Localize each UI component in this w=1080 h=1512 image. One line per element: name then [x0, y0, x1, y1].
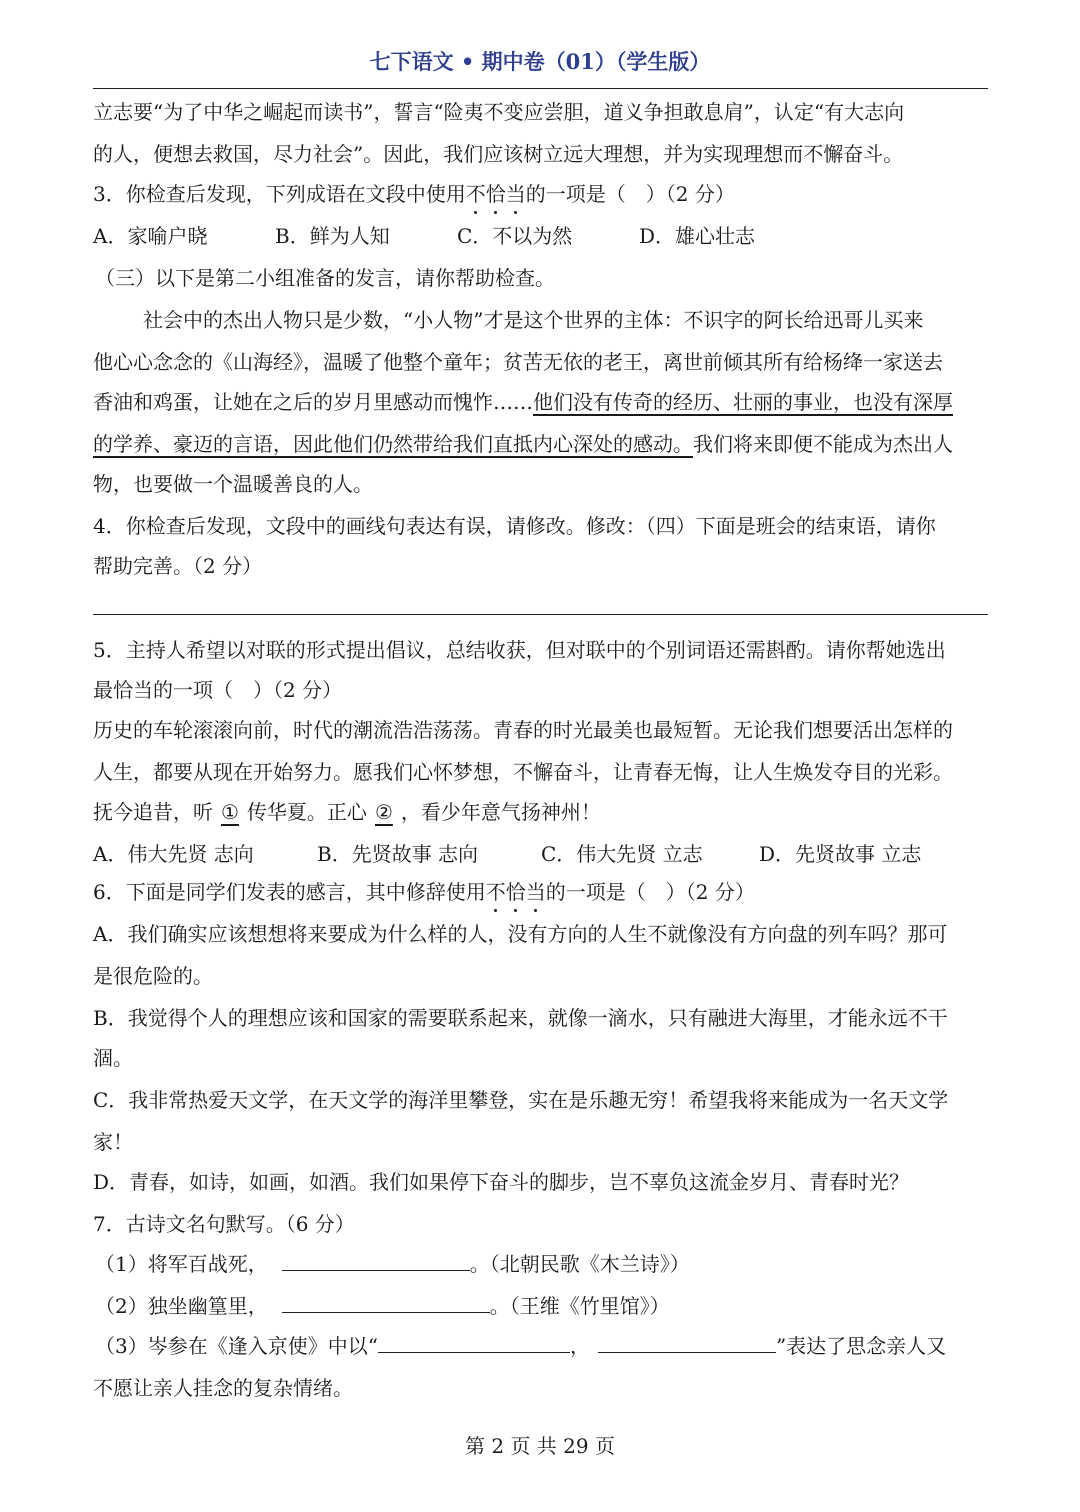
item-text: （1）将军百战死， [95, 1252, 268, 1276]
paragraph-line: 的人，便想去救国，尽力社会”。因此，我们应该树立远大理想，并为实现理想而不懈奋斗。 [93, 142, 904, 166]
couplet-text: 历史的车轮滚滚向前，时代的潮流浩浩荡荡。青春的时光最美也最短暂。无论我们想要活出怎样的 [93, 718, 953, 742]
passage-line: 他心心念念的《山海经》，温暖了他整个童年；贫苦无依的老王，离世前倾其所有给杨绛一家送去 [93, 350, 943, 374]
couplet-text: 抚今追昔，听 [93, 800, 213, 824]
question-6-text: 6．下面是同学们发表的感言，其中修辞使用 [93, 880, 486, 904]
blank-2[interactable]: ② [374, 800, 393, 824]
emphasis-char: 当 [505, 182, 526, 206]
paragraph-line: 立志要“为了中华之崛起而读书”，誓言“险夷不变应尝胆，道义争担敢息肩”，认定“有大志向 [93, 100, 905, 124]
recitation-item-1 [95, 1250, 690, 1278]
answer-line[interactable] [93, 614, 988, 615]
option-b-cont: 涸。 [93, 1046, 133, 1070]
option-b[interactable]: B．先贤故事 志向 [317, 842, 479, 866]
answer-blank[interactable] [378, 1332, 570, 1353]
question-3-points: 的一项是（ ）（2 分） [525, 182, 735, 206]
question-3 [93, 180, 735, 208]
recitation-item-2 [95, 1292, 670, 1320]
emphasis-char: 恰 [505, 880, 526, 904]
answer-blank[interactable] [282, 1250, 470, 1271]
question-3-text: 3．你检查后发现，下列成语在文段中使用 [93, 182, 466, 206]
passage-text: 我们将来即便不能成为杰出人 [693, 432, 953, 456]
option-a[interactable]: A．家喻户晓 [93, 224, 208, 248]
passage-line: 社会中的杰出人物只是少数，“小人物”才是这个世界的主体：不识字的阿长给迅哥儿买来 [143, 308, 924, 332]
option-a[interactable]: A．我们确实应该想想将来要成为什么样的人，没有方向的人生不就像没有方向盘的列车吗？那可 [93, 922, 948, 946]
answer-blank[interactable] [598, 1332, 776, 1353]
page-header-title: 七下语文 • 期中卷（01）（学生版） [369, 49, 711, 74]
item-source: 。（王维《竹里馆》） [489, 1294, 670, 1318]
section-3-title: （三）以下是第二小组准备的发言，请你帮助检查。 [95, 266, 555, 290]
passage-line [93, 430, 953, 458]
question-6 [93, 878, 755, 906]
passage-line: 物，也要做一个温暖善良的人。 [93, 472, 373, 496]
emphasis-char: 不 [465, 182, 486, 206]
couplet-text: ，看少年意气扬神州！ [400, 800, 601, 824]
underlined-sentence: 他们没有传奇的经历、壮丽的事业，也没有深厚 [533, 390, 953, 414]
passage-line [93, 388, 953, 416]
couplet-text: 人生，都要从现在开始努力。愿我们心怀梦想，不懈奋斗，让青春无悔，让人生焕发夺目的光彩。 [93, 760, 953, 784]
question-5-line: 最恰当的一项（ ）（2 分） [93, 678, 343, 702]
option-c[interactable]: C．伟大先贤 立志 [541, 842, 703, 866]
option-a-cont: 是很危险的。 [93, 964, 213, 988]
option-a[interactable]: A．伟大先贤 志向 [93, 842, 254, 866]
option-c-cont: 家！ [93, 1130, 133, 1154]
blank-1[interactable]: ① [221, 800, 239, 824]
emphasis-char: 当 [525, 880, 546, 904]
item-text: （3）岑参在《逢入京使》中以“ [95, 1334, 378, 1358]
item-source: 。（北朝民歌《木兰诗》） [469, 1252, 690, 1276]
question-7-title: 7．古诗文名句默写。（6 分） [93, 1212, 355, 1236]
page-footer: 第 2 页 共 29 页 [465, 1434, 615, 1458]
couplet-text: 传华夏。正心 [246, 800, 367, 824]
option-c[interactable]: C．我非常热爱天文学，在天文学的海洋里攀登，实在是乐趣无穷！希望我将来能成为一名天文学 [93, 1088, 949, 1112]
option-d[interactable]: D．先贤故事 立志 [759, 842, 922, 866]
item-text: ”表达了思念亲人又 [775, 1334, 947, 1358]
option-d[interactable]: D．雄心壮志 [639, 224, 756, 248]
recitation-item-3-cont: 不愿让亲人挂念的复杂情绪。 [93, 1376, 353, 1400]
passage-text: 香油和鸡蛋，让她在之后的岁月里感动而愧怍…… [93, 390, 533, 414]
header-rule [93, 88, 988, 89]
option-b[interactable]: B．我觉得个人的理想应该和国家的需要联系起来，就像一滴水，只有融进大海里，才能永远不干 [93, 1006, 948, 1030]
emphasis-char: 不 [485, 880, 506, 904]
option-c[interactable]: C．不以为然 [457, 224, 573, 248]
question-4-line: 帮助完善。（2 分） [93, 554, 263, 578]
underlined-sentence: 的学养、豪迈的言语，因此他们仍然带给我们直抵内心深处的感动。 [93, 432, 693, 456]
option-b[interactable]: B．鲜为人知 [275, 224, 390, 248]
recitation-item-3 [95, 1332, 946, 1360]
item-text: （2）独坐幽篁里， [95, 1294, 268, 1318]
question-4-line: 4．你检查后发现，文段中的画线句表达有误，请修改。修改：（四）下面是班会的结束语，请你 [93, 514, 936, 538]
question-5-line: 5．主持人希望以对联的形式提出倡议，总结收获，但对联中的个别词语还需斟酌。请你帮她选出 [93, 638, 946, 662]
emphasis-char: 恰 [485, 182, 506, 206]
question-6-points: 的一项是（ ）（2 分） [545, 880, 755, 904]
option-d[interactable]: D．青春，如诗，如画，如酒。我们如果停下奋斗的脚步，岂不辜负这流金岁月、青春时光？ [93, 1170, 910, 1194]
item-text: ， [569, 1334, 590, 1358]
couplet-line [93, 798, 601, 826]
answer-blank[interactable] [282, 1292, 490, 1313]
